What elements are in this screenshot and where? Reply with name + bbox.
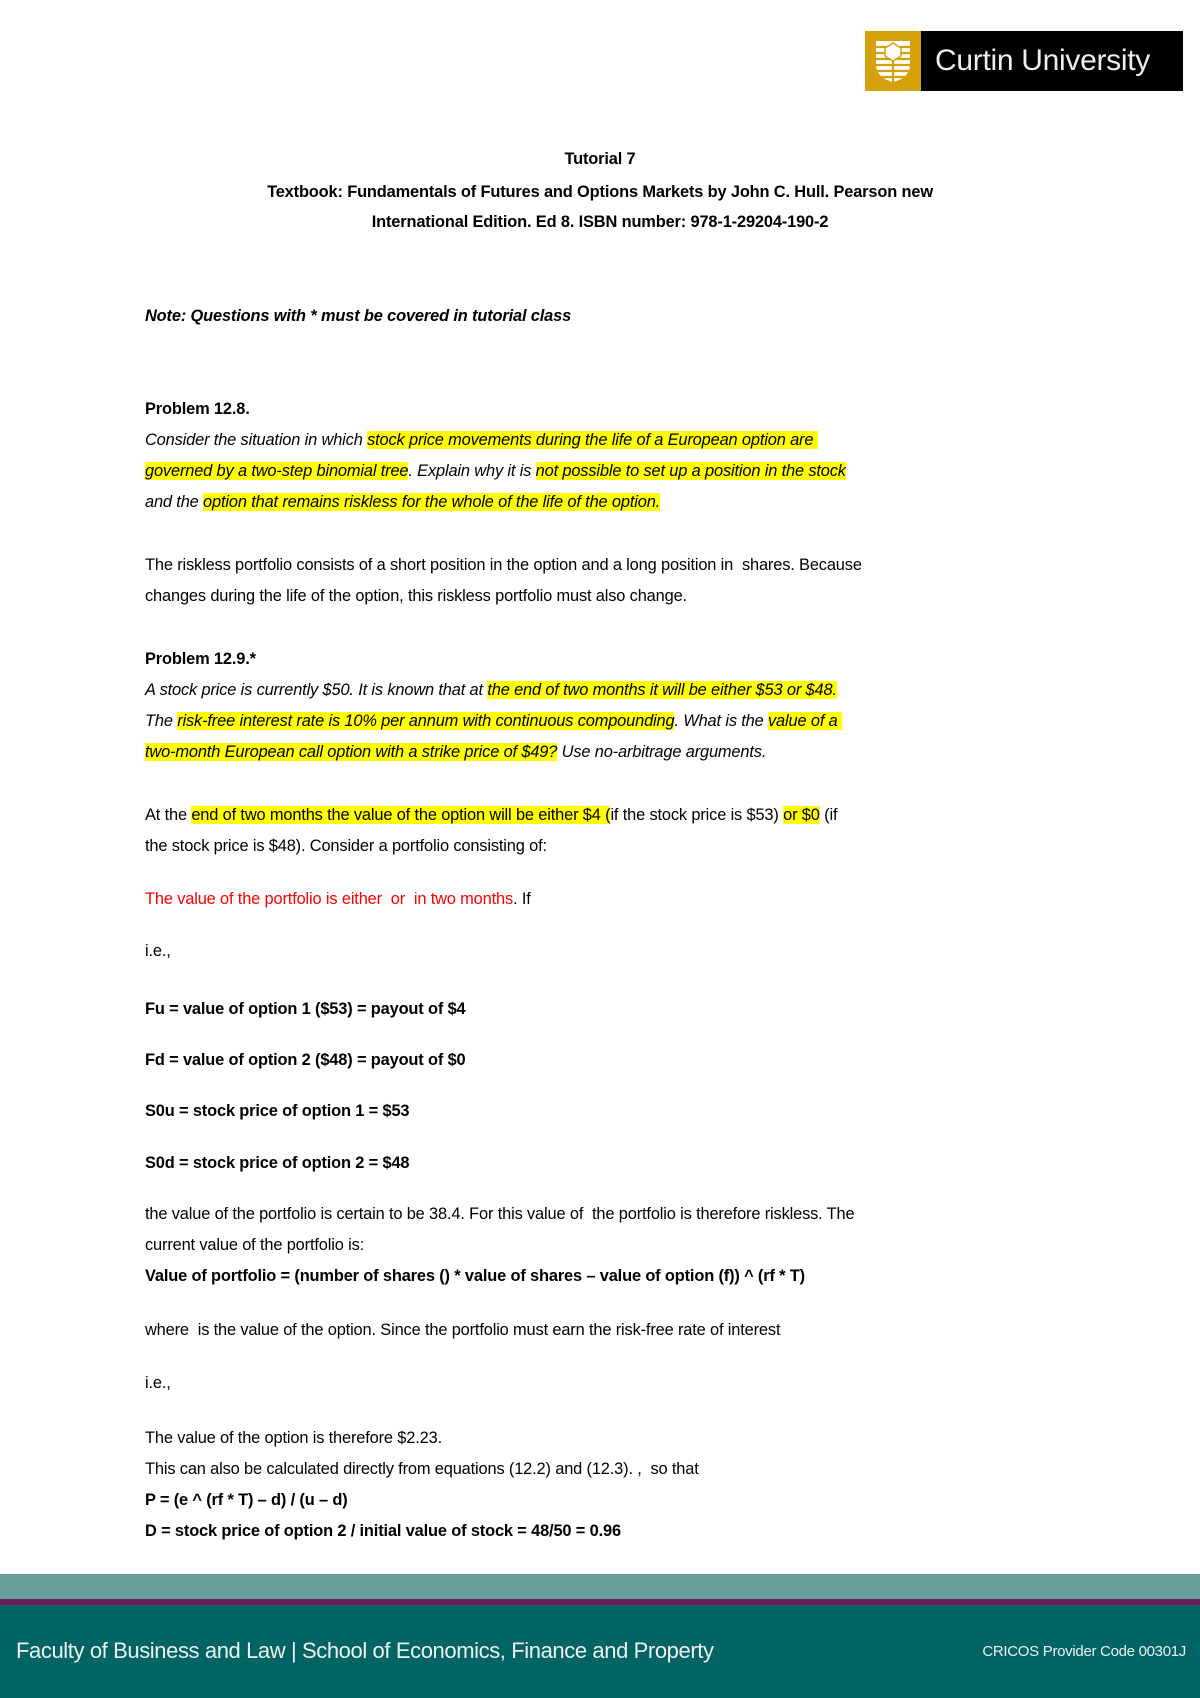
text-line — [145, 833, 547, 859]
text-segment: . Explain why it is — [408, 462, 536, 480]
text-line — [145, 489, 660, 515]
text-line — [145, 886, 531, 912]
text-line — [145, 677, 837, 703]
text-line — [145, 1518, 621, 1544]
text-segment: . If — [513, 890, 531, 908]
highlighted-text: risk-free interest rate is 10% per annum with continuous compounding — [177, 712, 675, 730]
text-line — [145, 552, 862, 578]
text-segment: Use no-arbitrage arguments. — [557, 743, 767, 761]
text-line — [145, 1263, 805, 1289]
text-segment: where is the value of the option. Since the portfolio must earn the risk-free rate of interest — [145, 1321, 781, 1339]
text-line — [0, 179, 1200, 205]
text-segment: current value of the portfolio is: — [145, 1236, 365, 1254]
text-segment: Value of portfolio = (number of shares () * value of shares – value of option (f)) ^ (rf * T) — [145, 1267, 805, 1285]
text-line — [145, 1425, 442, 1451]
text-line — [0, 209, 1200, 235]
text-segment: S0u = stock price of option 1 = $53 — [145, 1102, 410, 1120]
text-segment: At the — [145, 806, 192, 824]
text-line — [145, 583, 687, 609]
text-segment: (if — [819, 806, 838, 824]
text-segment: and the — [145, 493, 204, 511]
text-segment: Note: Questions with * must be covered in tutorial class — [145, 307, 572, 325]
footer-band-light — [0, 1574, 1200, 1599]
text-line — [145, 996, 466, 1022]
text-line — [145, 458, 846, 484]
curtin-crest-icon — [865, 31, 921, 91]
highlighted-text: stock price movements during the life of a European option are — [367, 431, 818, 449]
text-line — [145, 1487, 348, 1513]
text-segment: the stock price is $48). Consider a portfolio consisting of: — [145, 837, 547, 855]
text-segment: A stock price is currently $50. It is known that at — [145, 681, 488, 699]
highlighted-text: governed by a two-step binomial tree — [145, 462, 409, 480]
text-line — [145, 739, 766, 765]
text-segment: The value of the portfolio is either or in two months — [145, 890, 514, 908]
text-segment: S0d = stock price of option 2 = $48 — [145, 1154, 410, 1172]
faculty-label: Faculty of Business and Law | School of Economics, Finance and Property — [16, 1638, 714, 1663]
highlighted-text: end of two months the value of the option will be either $4 ( — [191, 806, 611, 824]
text-segment: Fd = value of option 2 ($48) = payout of $0 — [145, 1051, 466, 1069]
highlighted-text: value of a — [768, 712, 842, 730]
curtin-university-logo — [865, 31, 1183, 91]
university-name: Curtin University — [921, 31, 1183, 91]
text-segment: if the stock price is $53) — [610, 806, 784, 824]
cricos-code: CRICOS Provider Code 00301J — [982, 1643, 1186, 1660]
text-segment: International Edition. Ed 8. ISBN number: 978-1-29204-190-2 — [371, 213, 829, 231]
text-segment: changes during the life of the option, this riskless portfolio must also change. — [145, 587, 687, 605]
text-segment: This can also be calculated directly from equations (12.2) and (12.3). , so that — [145, 1460, 699, 1478]
text-line — [145, 1317, 780, 1343]
text-segment: P = (e ^ (rf * T) – d) / (u – d) — [145, 1491, 348, 1509]
text-line — [145, 1201, 854, 1227]
text-segment: Fu = value of option 1 ($53) = payout of $4 — [145, 1000, 466, 1018]
text-line — [145, 1047, 466, 1073]
text-segment: Tutorial 7 — [564, 150, 636, 168]
text-segment: The riskless portfolio consists of a short position in the option and a long position in shares. Because — [145, 556, 862, 574]
highlighted-text: not possible to set up a position in the stock — [535, 462, 846, 480]
text-segment: The — [145, 712, 178, 730]
text-segment: i.e., — [145, 942, 171, 960]
text-segment: . What is the — [674, 712, 769, 730]
text-line — [145, 303, 571, 329]
text-line — [145, 1098, 409, 1124]
text-segment: Consider the situation in which — [145, 431, 368, 449]
highlighted-text: two-month European call option with a strike price of $49? — [145, 743, 558, 761]
text-segment: i.e., — [145, 1374, 171, 1392]
text-line — [145, 938, 171, 964]
highlighted-text: the end of two months it will be either $53 or $48. — [487, 681, 837, 699]
text-line — [145, 1456, 699, 1482]
text-segment: The value of the option is therefore $2.23. — [145, 1429, 442, 1447]
text-segment: D = stock price of option 2 / initial value of stock = 48/50 = 0.96 — [145, 1522, 621, 1540]
text-line — [145, 708, 842, 734]
text-segment: the value of the portfolio is certain to be 38.4. For this value of the portfolio is therefore riskless. The — [145, 1205, 855, 1223]
text-segment: Textbook: Fundamentals of Futures and Options Markets by John C. Hull. Pearson new — [267, 183, 933, 201]
text-line — [145, 802, 837, 828]
text-line — [145, 1232, 364, 1258]
footer — [0, 1605, 1200, 1698]
text-line — [0, 146, 1200, 172]
highlighted-text: or $0 — [783, 806, 820, 824]
highlighted-text: option that remains riskless for the whole of the life of the option. — [203, 493, 661, 511]
text-line — [145, 1370, 171, 1396]
text-segment: Problem 12.9.* — [145, 650, 256, 668]
text-line — [145, 646, 256, 672]
text-line — [145, 396, 250, 422]
text-line — [145, 1150, 409, 1176]
text-line — [145, 427, 818, 453]
text-segment: Problem 12.8. — [145, 400, 250, 418]
